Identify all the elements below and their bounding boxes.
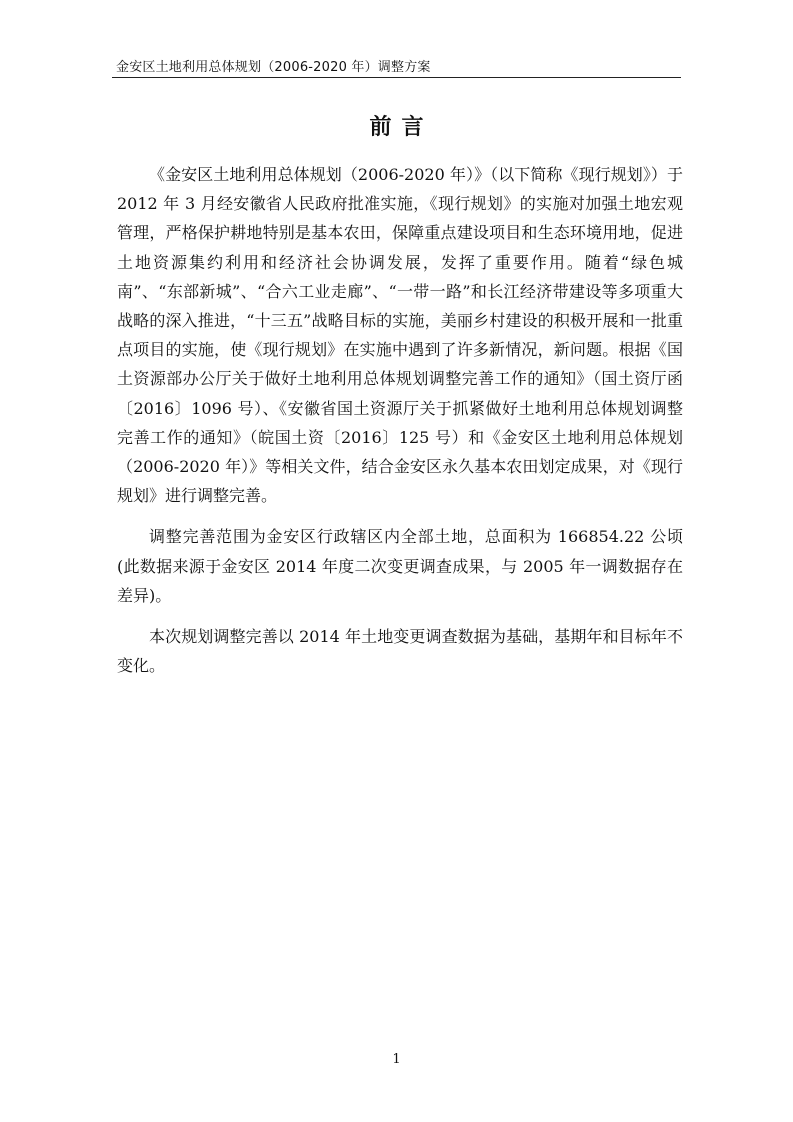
running-header: 金安区土地利用总体规划（2006-2020 年）调整方案 (116, 60, 431, 75)
header-divider (112, 77, 681, 78)
page-title: 前言 (369, 115, 434, 140)
paragraph-2: 调整完善范围为金安区行政辖区内全部土地，总面积为 166854.22 公顷(此数据来源于金安区 2014 年度二次变更调查成果，与 2005 年一调数据存在差异)。 (117, 527, 683, 605)
body-text (117, 160, 683, 680)
paragraph-1: 《金安区土地利用总体规划（2006-2020 年）》（以下简称《现行规划》）于 2012 年 3 月经安徽省人民政府批准实施，《现行规划》的实施对加强土地宏观管理，严格保护耕地特别是基本农田，保障重点建设项目和生态环境用地，促进土地资源集约利用和经济社会协调发展，发挥了重要作用。随着“绿色城南”、“东部新城”、“合六工业走廊”、“一带一路”和长江经济带建设等多项重大战略的深入推进，“十三五”战略目标的实施，美丽乡村建设的积极开展和一批重点项目的实施，使《现行规划》在实施中遇到了许多新情况，新问题。根据《国土资源部办公厅关于做好土地利用总体规划调整完善工作的通知》（国土资厅函〔2016〕1096 号）、《安徽省国土资源厅关于抓紧做好土地利用总体规划调整完善工作的通知》（皖国土资〔2016〕125 号）和《金安区土地利用总体规划（2006-2020 年）》等相关文件，结合金安区永久基本农田划定成果，对《现行规划》进行调整完善。 (117, 165, 683, 506)
paragraph-3: 本次规划调整完善以 2014 年土地变更调查数据为基础，基期年和目标年不变化。 (117, 627, 683, 676)
page-number: 1 (392, 1052, 401, 1067)
